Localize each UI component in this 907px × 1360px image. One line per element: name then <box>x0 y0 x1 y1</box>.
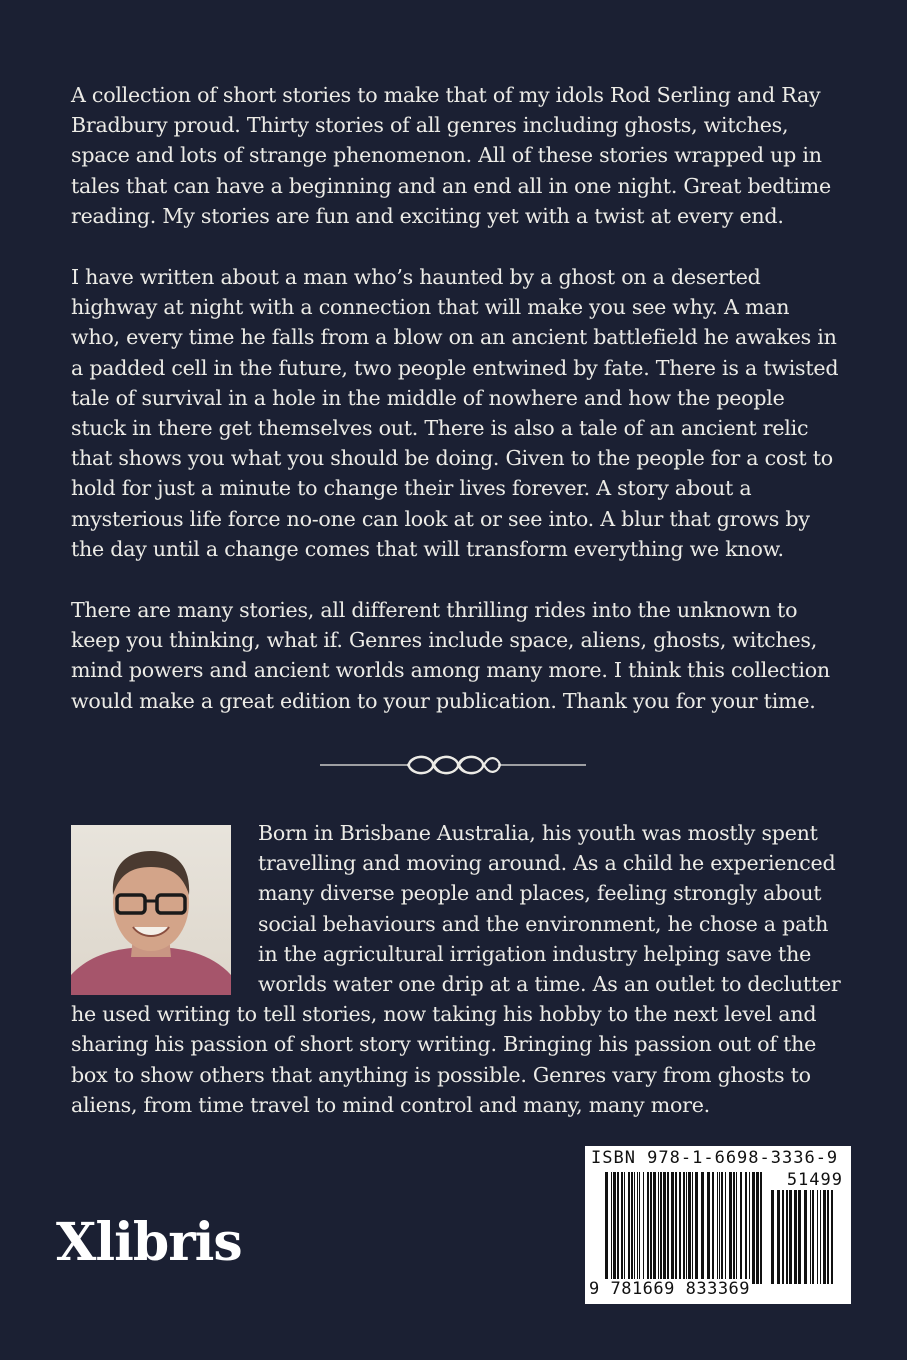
barcode-bar <box>729 1172 732 1284</box>
barcode-bar <box>786 1190 788 1284</box>
barcode-bar <box>804 1190 807 1284</box>
barcode-bar <box>717 1172 718 1284</box>
barcode-bar <box>752 1172 755 1284</box>
barcode-bar <box>671 1172 674 1284</box>
barcode-bar <box>695 1172 698 1284</box>
barcode-bar <box>756 1172 759 1284</box>
barcode-bars <box>605 1172 765 1284</box>
barcode-bar <box>798 1190 801 1284</box>
isbn-label: ISBN 978-1-6698-3336-9 <box>591 1148 839 1168</box>
barcode-bar <box>663 1172 666 1284</box>
addon-barcode-bars <box>771 1190 841 1284</box>
barcode-bar <box>650 1172 652 1284</box>
barcode-bar <box>647 1172 649 1284</box>
barcode-bar <box>749 1172 750 1284</box>
publisher-logo: Xlibris <box>56 1212 242 1273</box>
barcode-bar <box>812 1190 814 1284</box>
blurb-paragraph-2: I have written about a man who’s haunted by a ghost on a deserted highway at night with a connection that will make you see why. A man who, every time he falls from a blow on an ancient battlefield he awakes in a padded cell in the future, two people entwined by fate. There is a twisted tale of survival in a hole in the middle of nowhere and how the people stuck in there get themselves out. There is also a tale of an ancient relic that shows you what you should be doing. Given to the people for a cost to hold for just a minute to change their lives forever. A story about a mysterious life force no-one can look at or see into. A blur that grows by the day until a change comes that will transform everything we know. <box>71 265 839 561</box>
author-photo <box>71 825 231 995</box>
barcode-bar <box>637 1172 638 1284</box>
barcode-bar <box>660 1172 662 1284</box>
barcode-bar <box>688 1172 691 1284</box>
bio-text: Born in Brisbane Australia, his youth was mostly spent travelling and moving around. As a child he experienced many diverse people and places, feeling strongly about social behaviours and the environment, he chose a path in the agricultural irrigation industry helping save the worlds water one drip at a time. As an outlet to declutter he used writing to tell stories, now taking his hobby to the next level and sharing his passion of short story writing. Bringing his passion out of the box to show others that anything is possible. Genres vary from ghosts to aliens, from time travel to mind control and many, many more. <box>71 821 841 1117</box>
barcode-bar <box>658 1172 659 1284</box>
barcode-bar <box>820 1190 821 1284</box>
barcode-bar <box>631 1172 633 1284</box>
barcode-bar <box>789 1190 792 1284</box>
barcode-bar <box>736 1172 737 1284</box>
blurb-paragraph-1: A collection of short stories to make that of my idols Rod Serling and Ray Bradbury proud. Thirty stories of all genres including ghosts, witches, space and lots of strange phenomenon. All of these stories wrapped up in tales that can have a beginning and an end all in one night. Great bedtime reading. My stories are fun and exciting yet with a twist at every end. <box>71 83 831 228</box>
barcode-bar <box>771 1190 774 1284</box>
barcode-bar <box>725 1172 726 1284</box>
barcode-bar <box>745 1172 747 1284</box>
barcode-bar <box>760 1172 762 1284</box>
barcode-bar <box>733 1172 735 1284</box>
barcode-bar <box>686 1172 687 1284</box>
price-code: 51499 <box>786 1170 843 1190</box>
barcode-bar <box>701 1172 704 1284</box>
barcode-bar <box>639 1172 640 1284</box>
barcode-bar <box>777 1190 780 1284</box>
barcode-bar <box>613 1172 616 1284</box>
barcode-bar <box>621 1172 623 1284</box>
barcode-bar <box>679 1172 681 1284</box>
barcode-bar <box>624 1172 625 1284</box>
barcode-bar <box>794 1190 797 1284</box>
ean-digits: 9 781669 833369 <box>589 1279 751 1299</box>
barcode-bar <box>605 1172 608 1284</box>
barcode-bar <box>675 1172 677 1284</box>
blurb-paragraph-3: There are many stories, all different thrilling rides into the unknown to keep you thinking, what if. Genres include space, aliens, ghosts, witches, mind powers and ancient worlds among many more. I think this collection would make a great edition to your publication. Thank you for your time. <box>71 598 830 713</box>
barcode-bar <box>611 1172 612 1284</box>
barcode-bar <box>683 1172 685 1284</box>
barcode-bar <box>827 1190 829 1284</box>
barcode-bar <box>719 1172 720 1284</box>
author-portrait-illustration <box>71 825 231 995</box>
barcode-bar <box>831 1190 833 1284</box>
barcode-bar <box>634 1172 635 1284</box>
isbn-barcode <box>585 1146 851 1304</box>
barcode-bar <box>707 1172 710 1284</box>
back-cover-blurb <box>71 80 841 747</box>
barcode-bar <box>653 1172 656 1284</box>
barcode-bar <box>712 1172 714 1284</box>
barcode-bar <box>667 1172 669 1284</box>
barcode-bar <box>817 1190 818 1284</box>
barcode-bar <box>823 1190 826 1284</box>
author-bio <box>71 818 841 1120</box>
barcode-bar <box>740 1172 742 1284</box>
barcode-bar <box>617 1172 619 1284</box>
barcode-bar <box>628 1172 630 1284</box>
barcode-bar <box>692 1172 693 1284</box>
barcode-bar <box>721 1172 723 1284</box>
barcode-bar <box>810 1190 811 1284</box>
barcode-bar <box>643 1172 644 1284</box>
decorative-divider <box>320 750 586 780</box>
barcode-bar <box>782 1190 784 1284</box>
